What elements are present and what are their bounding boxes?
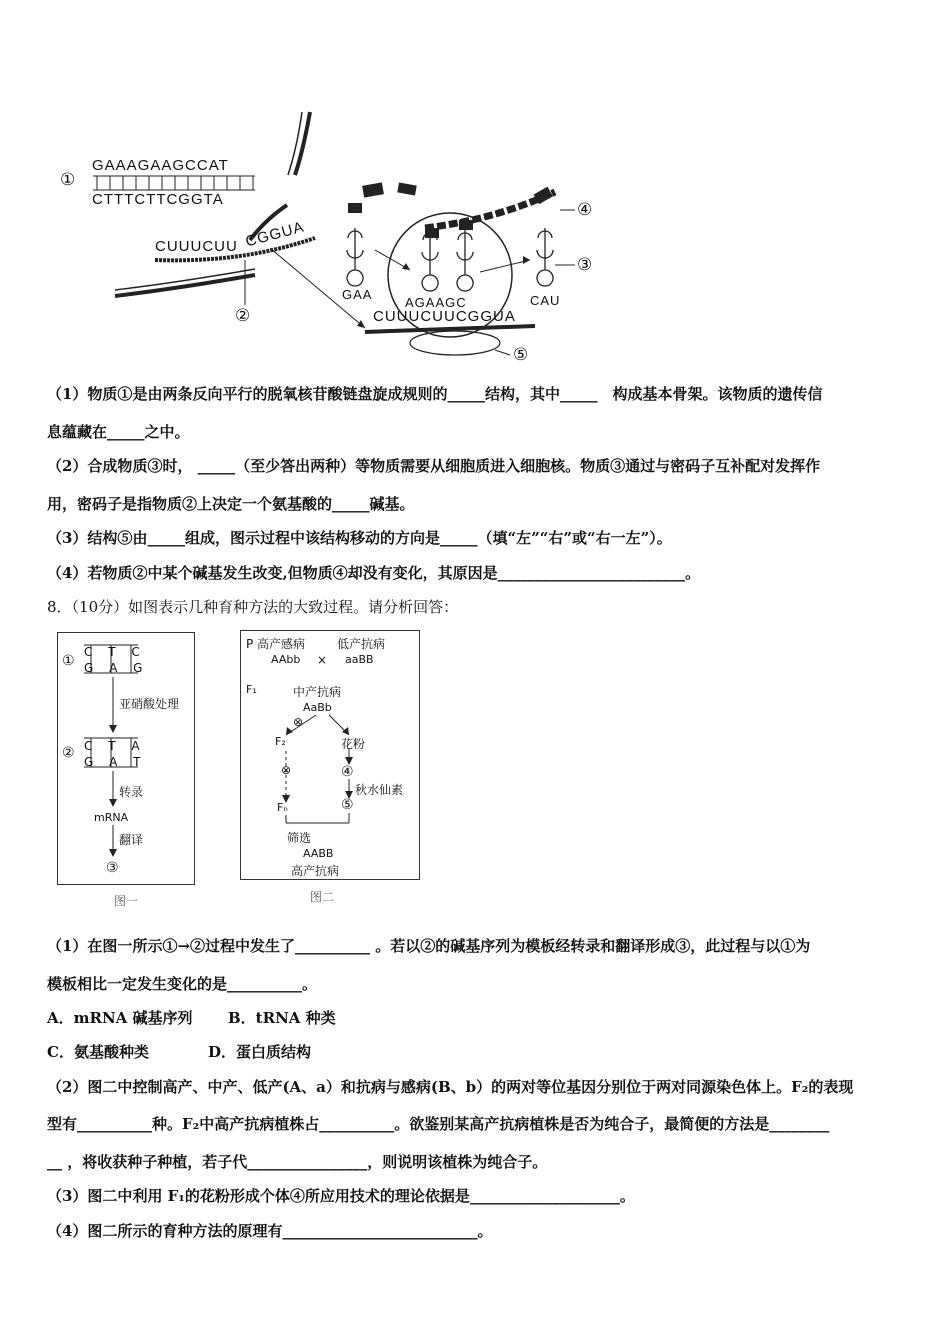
q7-line-6: （4）若物质②中某个碱基发生改变,但物质④却没有变化，其原因是_________________________。 [47,564,701,582]
q8-line-1: （1）在图一所示①→②过程中发生了__________ 。若以②的碱基序列为模板经转录和翻译形成③，此过程与以①为 [47,937,811,955]
q8-header: 8．（10分）如图表示几种育种方法的大致过程。请分析回答： [47,598,459,616]
dna-top-strand: GAAAGAAGCCAT [92,157,229,174]
q7-line-2: 息蕴藏在_____之中。 [47,423,190,441]
anticodon-cau: CAU [530,293,561,308]
fig2-f1: F₁ [246,683,257,696]
figure-two-lines [241,631,419,879]
fig2-f2: F₂ [275,735,286,748]
q8-line-5: __ ，将收获种子种植，若子代________________，则说明该植株为纯合子。 [47,1153,548,1171]
fig1-row2-top: C T A [84,739,146,753]
fig2-pollen: 花粉 [341,737,366,751]
fig1-label-1: ① [62,653,75,669]
fig2-screen: 筛选 [287,831,312,845]
q8-line-7: （4）图二所示的育种方法的原理有__________________________。 [47,1222,493,1240]
fig1-row1-top: C T C [84,645,146,659]
dna-rungs [93,176,255,190]
fig2-fn: Fₙ [277,801,288,814]
label-circle-2: ② [235,306,251,326]
q8-option-b: B．tRNA 种类 [228,1009,336,1027]
mrna-right-sequence: CGGUA [243,218,307,251]
fig1-step-nitrous: 亚硝酸处理 [119,697,180,711]
fig1-label-2: ② [62,745,75,761]
q8-line-4: 型有__________种。F₂中高产抗病植株占__________。欲鉴别某高产抗病植株是否为纯合子，最简便的方法是________ [47,1115,830,1133]
fig1-mrna: mRNA [94,811,129,824]
figure-transcription-translation [55,110,615,380]
fig1-step-translation: 翻译 [119,833,144,847]
anticodon-gaa: GAA [342,287,373,302]
q8-line-3: （2）图二中控制高产、中产、低产(A、a）和抗病与感病(B、b）的两对等位基因分别位于两对同源染色体上。F₂的表现 [47,1078,854,1096]
q7-line-4: 用，密码子是指物质②上决定一个氨基酸的_____碱基。 [47,495,415,513]
fig2-p-right: 低产抗病 [337,637,386,651]
fig1-row2-bot: G A T [84,755,147,769]
fig2-f1-genotype: AaBb [303,701,332,714]
q8-option-a: A．mRNA 碱基序列 [47,1009,193,1027]
fig2-result-genotype: AABB [303,847,334,860]
fig2-label-5: ⑤ [341,797,354,813]
fig1-label-3: ③ [106,860,119,876]
figure-1-drawing [55,110,615,380]
q8-option-c: C．氨基酸种类 [47,1043,149,1061]
fig1-row1-bot: G A G [84,661,149,675]
fig2-result-phenotype: 高产抗病 [291,864,340,878]
q8-option-d: D．蛋白质结构 [208,1043,312,1061]
fig2-geno-right: aaBB [345,653,374,666]
arrow-trna-out [480,260,530,272]
mrna-left-sequence: CUUUCUU [155,238,238,255]
fig2-colchicine: 秋水仙素 [355,783,404,797]
q7-line-3: （2）合成物质③时， _____（至少答出两种）等物质需要从细胞质进入细胞核。物质③通过与密码子互补配对发挥作 [47,457,821,475]
figure-two [240,630,420,880]
fig2-selfing-2: ⊗ [281,763,292,777]
trna-group [347,228,553,291]
label-circle-3: ③ [577,255,593,275]
q8-line-6: （3）图二中利用 F₁的花粉形成个体④所应用技术的理论依据是____________________。 [47,1187,635,1205]
fig2-p-label: P 高产感病 [246,637,306,651]
q7-line-1: （1）物质①是由两条反向平行的脱氧核苷酸链盘旋成规则的_____结构，其中_____ 构成基本骨架。该物质的遗传信 [47,385,823,403]
figure-two-caption: 图二 [310,890,335,904]
anticodon-agaagc: AGAAGC [405,295,467,310]
fig2-geno-left: AAbb [271,653,301,666]
label-circle-4: ④ [577,200,593,220]
dna-bottom-strand: CTTTCTTCGGTA [92,191,224,208]
fig2-cross: × [317,653,328,667]
pointer-5 [495,350,510,355]
label-circle-1: ① [60,170,76,190]
fig2-selfing-1: ⊗ [293,715,304,729]
fig2-label-4: ④ [341,764,354,780]
mrna-bottom-sequence: CUUUCUUCGGUA [373,308,516,325]
ribosome-small-subunit [410,331,500,355]
q8-line-2: 模板相比一定发生变化的是__________。 [47,975,318,993]
q7-line-5: （3）结构⑤由_____组成，图示过程中该结构移动的方向是_____（填“左”“右”或“右一左”）。 [47,529,672,547]
label-circle-5: ⑤ [513,345,529,365]
figure-one-caption: 图一 [114,894,139,908]
fig2-f1-phenotype: 中产抗病 [293,685,342,699]
figure-one [57,632,195,885]
dna-strand-lower [115,275,255,296]
dna-strand-upper [295,112,310,175]
fig1-step-transcription: 转录 [119,785,144,799]
